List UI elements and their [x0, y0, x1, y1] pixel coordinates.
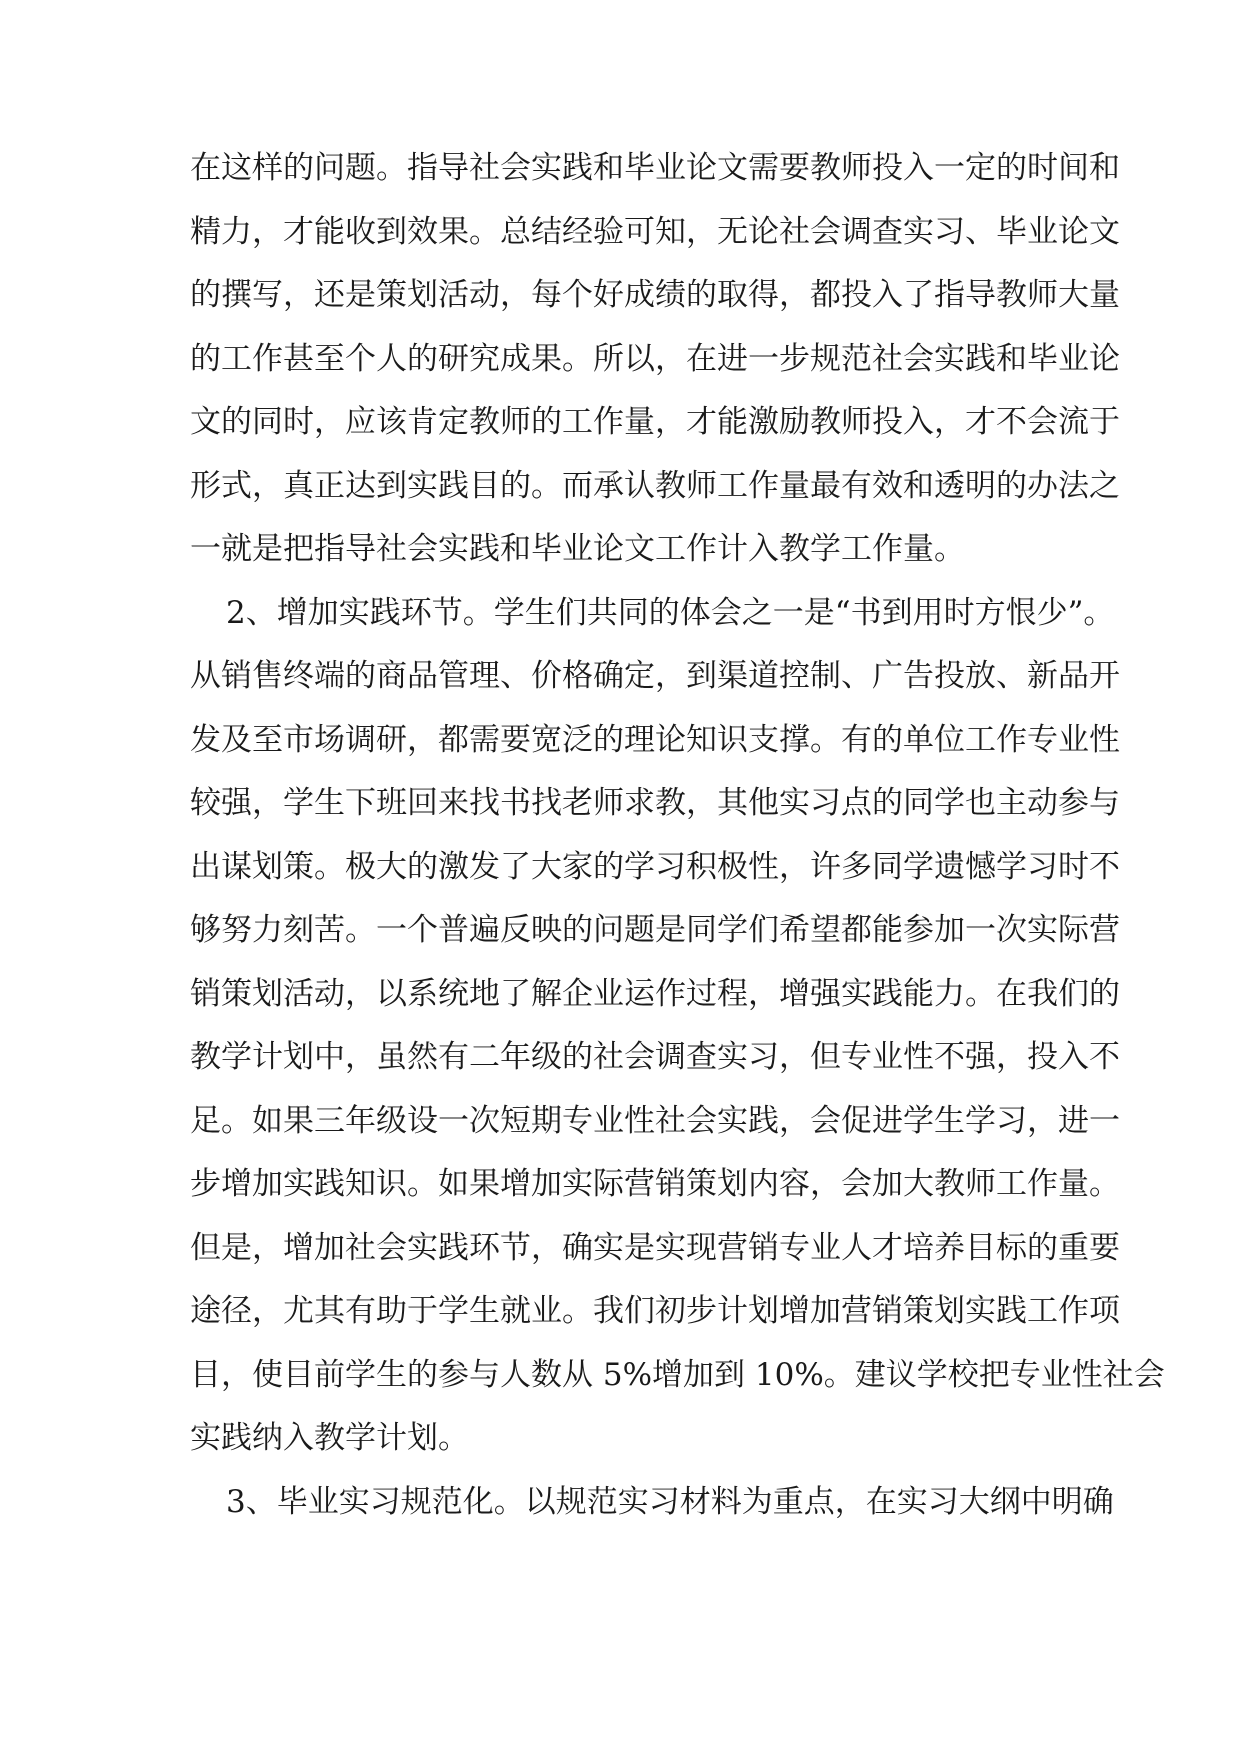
paragraph-start-line: 3、毕业实习规范化。以规范实习材料为重点，在实习大纲中明确 [226, 1483, 1114, 1520]
text-line: 在这样的问题。指导社会实践和毕业论文需要教师投入一定的时间和 [190, 150, 1120, 186]
text-line: 步增加实践知识。如果增加实际营销策划内容，会加大教师工作量。 [190, 1166, 1120, 1202]
text-line: 较强，学生下班回来找书找老师求教，其他实习点的同学也主动参与 [190, 785, 1120, 821]
text-line: 的撰写，还是策划活动，每个好成绩的取得，都投入了指导教师大量 [190, 277, 1120, 313]
text-line: 发及至市场调研，都需要宽泛的理论知识支撑。有的单位工作专业性 [190, 721, 1120, 758]
text-line: 实践纳入教学计划。 [190, 1420, 469, 1456]
text-line: 形式，真正达到实践目的。而承认教师工作量最有效和透明的办法之 [190, 467, 1120, 504]
text-line: 足。如果三年级设一次短期专业性社会实践，会促进学生学习，进一 [190, 1102, 1120, 1139]
body-text [190, 148, 1165, 1545]
text-line: 精力，才能收到效果。总结经验可知，无论社会调查实习、毕业论文 [190, 213, 1120, 250]
text-line: 一就是把指导社会实践和毕业论文工作计入教学工作量。 [190, 531, 965, 567]
text-line: 途径，尤其有助于学生就业。我们初步计划增加营销策划实践工作项 [190, 1293, 1120, 1329]
text-line: 从销售终端的商品管理、价格确定，到渠道控制、广告投放、新品开 [190, 658, 1120, 694]
text-line: 出谋划策。极大的激发了大家的学习积极性，许多同学遗憾学习时不 [190, 848, 1120, 885]
text-line: 文的同时，应该肯定教师的工作量，才能激励教师投入，才不会流于 [190, 404, 1120, 440]
text-line: 够努力刻苦。一个普遍反映的问题是同学们希望都能参加一次实际营 [190, 912, 1120, 948]
paragraph-start-line: 2、增加实践环节。学生们共同的体会之一是“书到用时方恨少”。 [226, 594, 1115, 631]
text-line: 目，使目前学生的参与人数从 5%增加到 10%。建议学校把专业性社会 [190, 1356, 1165, 1393]
text-line: 的工作甚至个人的研究成果。所以，在进一步规范社会实践和毕业论 [190, 340, 1120, 377]
text-line: 但是，增加社会实践环节，确实是实现营销专业人才培养目标的重要 [190, 1229, 1120, 1266]
text-line: 教学计划中，虽然有二年级的社会调查实习，但专业性不强，投入不 [190, 1039, 1120, 1075]
text-line: 销策划活动，以系统地了解企业运作过程，增强实践能力。在我们的 [190, 975, 1120, 1012]
